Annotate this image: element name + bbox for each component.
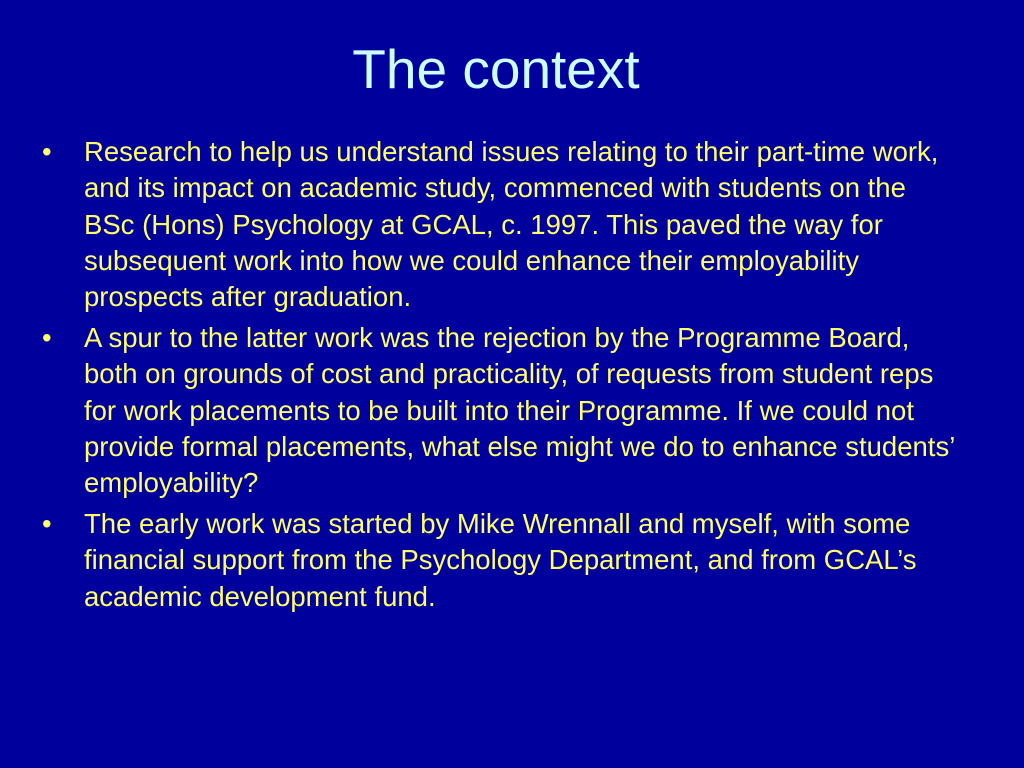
bullet-list [42, 134, 962, 619]
slide-title: The context [352, 38, 640, 100]
bullet-item [42, 134, 962, 315]
bullet-text: A spur to the latter work was the rejection by the Programme Board, both on grounds of cost and practicality, of requests from student reps for work placements to be built into their Programme. If we could not provide formal placements, what else might we do to enhance students’ employability? [84, 321, 955, 499]
bullet-text: The early work was started by Mike Wrennall and myself, with some financial support from the Psychology Department, and from GCAL’s academic development fund. [84, 507, 917, 612]
bullet-dot-icon: • [42, 136, 52, 167]
bullet-text: Research to help us understand issues relating to their part-time work, and its impact on academic study, commenced with students on the BSc (Hons) Psychology at GCAL, c. 1997. This paved the way for subsequent work into how we could enhance their employability prospects after graduation. [84, 136, 939, 313]
bullet-item [42, 320, 962, 501]
bullet-dot-icon: • [42, 321, 52, 353]
bullet-dot-icon: • [42, 507, 52, 539]
bullet-item [42, 506, 962, 615]
